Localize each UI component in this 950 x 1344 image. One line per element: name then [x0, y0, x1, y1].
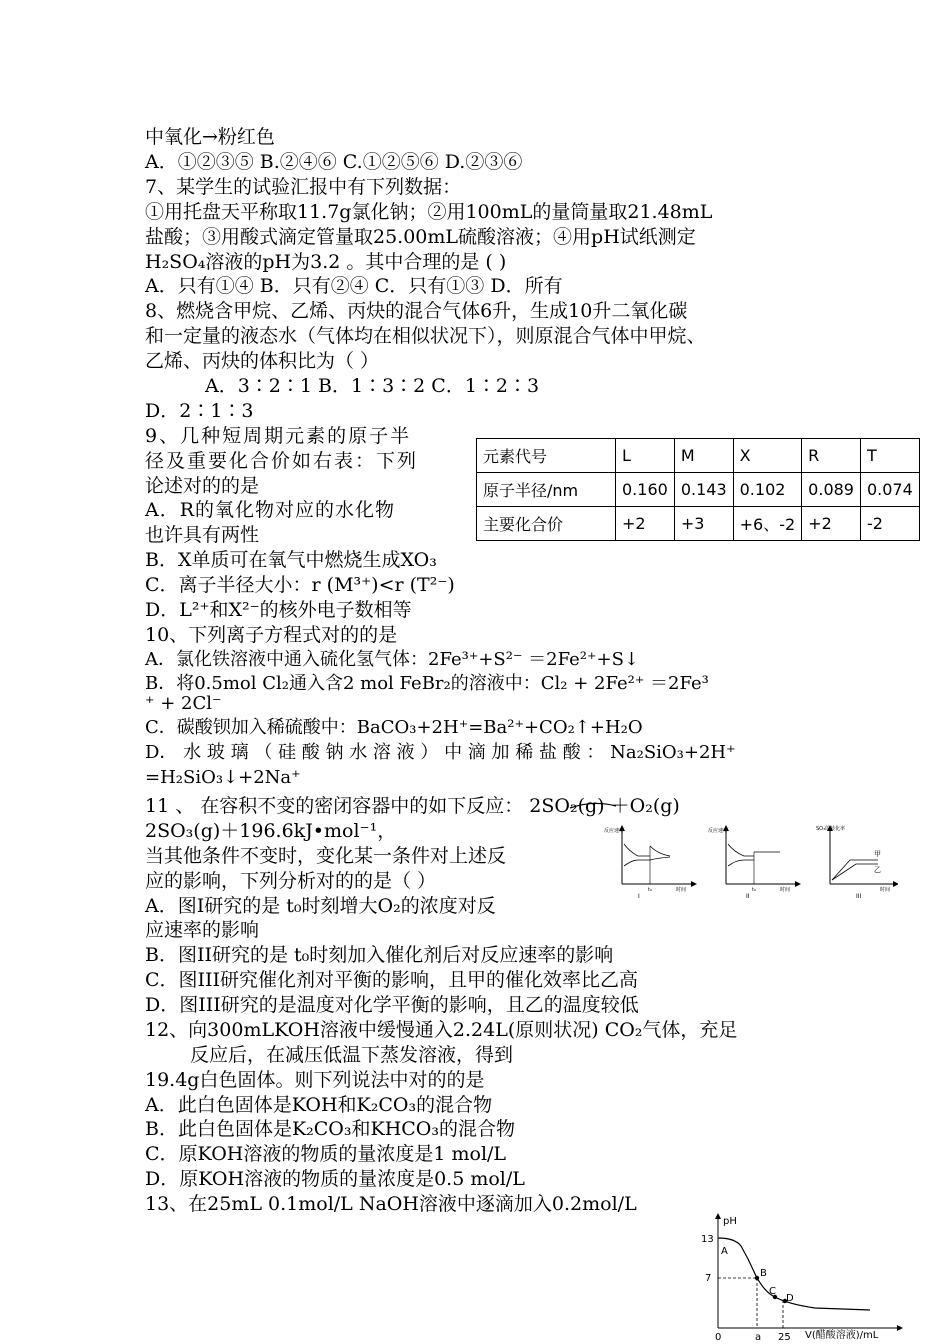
roman-label: I	[638, 893, 640, 900]
table-cell: 原子半径/nm	[477, 473, 616, 507]
text-line: 盐酸；③用酸式滴定管量取25.00mL硫酸溶液；④用pH试纸测定	[145, 226, 696, 248]
x-axis-label: V(醋酸溶液)/mL	[805, 1330, 879, 1340]
table-cell: +3	[674, 507, 733, 541]
text-line: 反应后，在减压低温下蒸发溶液，得到	[190, 1044, 514, 1066]
text-line: ①用托盘天平称取11.7g氯化钠；②用100mL的量筒量取21.48mL	[145, 201, 713, 223]
text-line: 2SO₃(g)＋196.6kJ•mol⁻¹，	[145, 820, 397, 842]
table-cell: 元素代号	[477, 439, 616, 473]
y-label: SO₃的转化率	[816, 826, 846, 832]
table-row	[477, 507, 920, 541]
y-axis-label: pH	[723, 1216, 737, 1227]
text-line: B．X单质可在氧气中燃烧生成XO₃	[145, 549, 437, 571]
t0-label: t₀	[752, 887, 756, 893]
point-label-c: C	[769, 1286, 776, 1297]
strike-mark	[568, 796, 618, 816]
table-cell: 0.074	[860, 473, 919, 507]
text-line: D．2∶1∶3	[145, 400, 254, 422]
text-line: A．R的氧化物对应的水化物	[145, 499, 396, 521]
series-label-jia: 甲	[874, 850, 881, 858]
x-label: 时间	[780, 887, 791, 893]
y-tick-7: 7	[705, 1273, 712, 1284]
graph-2	[708, 827, 798, 900]
text-line: H₂SO₄溶液的pH为3.2 。其中合理的是 ( )	[145, 251, 507, 273]
question-10: 10、下列离子方程式对的的是	[145, 624, 398, 646]
question-11: 11 、 在容积不变的密闭容器中的如下反应： 2SO₂(g) ＋O₂(g)	[145, 795, 680, 817]
text-line: C．图III研究催化剂对平衡的影响，且甲的催化效率比乙高	[145, 969, 639, 991]
text-line: 中氧化→粉红色	[145, 126, 275, 148]
table-cell: 0.089	[802, 473, 861, 507]
x-tick-25: 25	[778, 1332, 791, 1340]
table-cell: X	[733, 439, 802, 473]
table-cell: +2	[802, 507, 861, 541]
table-cell: -2	[860, 507, 919, 541]
text-line: 论述对的的是	[145, 475, 260, 497]
text-line: B．将0.5mol Cl₂通入含2 mol FeBr₂的溶液中：Cl₂ + 2Fe²⁺ ＝2Fe³	[145, 673, 709, 694]
table-cell: +6、-2	[733, 507, 802, 541]
point-b	[755, 1276, 759, 1280]
graph-3	[816, 825, 896, 900]
y-label: 反应速率	[604, 828, 625, 834]
text-line: C．离子半径大小：r (M³⁺)<r (T²⁻)	[145, 574, 455, 596]
question-9: 9、几种短周期元素的原子半	[145, 425, 412, 447]
element-table	[476, 438, 920, 541]
x-label: 时间	[880, 887, 891, 893]
text-line: 应的影响，下列分析对的的是（ ）	[145, 870, 437, 892]
roman-label: II	[746, 893, 750, 900]
text-line: A．氯化铁溶液中通入硫化氢气体：2Fe³⁺+S²⁻ ＝2Fe²⁺+S↓	[145, 649, 639, 670]
table-cell: T	[860, 439, 919, 473]
table-cell: R	[802, 439, 861, 473]
text-line: B．图II研究的是 t₀时刻加入催化剂后对反应速率的影响	[145, 944, 614, 966]
text-line: C．原KOH溶液的物质的量浓度是1 mol/L	[145, 1143, 507, 1165]
x-tick-0: 0	[715, 1332, 722, 1340]
table-cell: 0.102	[733, 473, 802, 507]
text-line: A．只有①④ B．只有②④ C．只有①③ D．所有	[145, 275, 563, 297]
text-line: D．原KOH溶液的物质的量浓度是0.5 mol/L	[145, 1168, 525, 1190]
point-label-a: A	[721, 1246, 728, 1257]
question-8: 8、燃烧含甲烷、乙烯、丙炔的混合气体6升，生成10升二氧化碳	[145, 300, 688, 322]
text-line: A．此白色固体是KOH和K₂CO₃的混合物	[145, 1094, 493, 1116]
text-line: 径及重要化合价如右表：下列	[145, 450, 419, 472]
y-tick-13: 13	[701, 1234, 714, 1245]
text-line: 19.4g白色固体。则下列说法中对的的是	[145, 1069, 485, 1091]
y-label: 反应速率	[708, 828, 729, 834]
text-line: D． 水 玻 璃 （ 硅 酸 钠 水 溶 液 ） 中 滴 加 稀 盐 酸 ： Na₂SiO₃+2H⁺	[145, 742, 736, 763]
table-row	[477, 473, 920, 507]
text-line: B．此白色固体是K₂CO₃和KHCO₃的混合物	[145, 1118, 515, 1140]
question-12: 12、向300mLKOH溶液中缓慢通入2.24L(原则状况) CO₂气体，充足	[145, 1019, 738, 1041]
text-line: 应速率的影响	[145, 919, 260, 941]
ph-titration-plot	[695, 1210, 910, 1340]
titration-curve	[718, 1238, 870, 1310]
x-label: 时间	[676, 887, 687, 893]
table-cell: L	[616, 439, 675, 473]
table-cell: +2	[616, 507, 675, 541]
question-7: 7、某学生的试验汇报中有下列数据：	[145, 176, 462, 198]
rate-graphs	[598, 822, 898, 900]
series-label-yi: 乙	[874, 866, 881, 874]
text-line: D．L²⁺和X²⁻的核外电子数相等	[145, 599, 412, 621]
table-cell: 0.143	[674, 473, 733, 507]
point-label-b: B	[760, 1268, 767, 1279]
point-label-d: D	[786, 1293, 794, 1304]
graph-1	[604, 827, 694, 900]
text-line: C．碳酸钡加入稀硫酸中：BaCO₃+2H⁺=Ba²⁺+CO₂↑+H₂O	[145, 717, 643, 738]
text-line: D．图III研究的是温度对化学平衡的影响，且乙的温度较低	[145, 994, 639, 1016]
text-line: 和一定量的液态水（气体均在相似状况下），则原混合气体中甲烷、	[145, 325, 706, 347]
x-tick-a: a	[755, 1332, 762, 1340]
text-line: A．3∶2∶1 B．1∶3∶2 C．1∶2∶3	[205, 375, 540, 397]
t0-label: t₀	[648, 887, 652, 893]
question-13: 13、在25mL 0.1mol/L NaOH溶液中逐滴加入0.2mol/L	[145, 1193, 637, 1215]
text-line: =H₂SiO₃↓+2Na⁺	[145, 767, 301, 788]
table-cell: 主要化合价	[477, 507, 616, 541]
text-line: A．图I研究的是 t₀时刻增大O₂的浓度对反	[145, 895, 496, 917]
text-line: A．①②③⑤ B.②④⑥ C.①②⑤⑥ D.②③⑥	[145, 151, 523, 173]
text-line: 当其他条件不变时，变化某一条件对上述反	[145, 845, 507, 867]
table-cell: 0.160	[616, 473, 675, 507]
table-cell: M	[674, 439, 733, 473]
text-line: 乙烯、丙炔的体积比为（ ）	[145, 350, 380, 372]
table-row	[477, 439, 920, 473]
text-line: ⁺ + 2Cl⁻	[145, 693, 222, 714]
roman-label: III	[856, 893, 862, 900]
text-line: 也许具有两性	[145, 524, 260, 546]
